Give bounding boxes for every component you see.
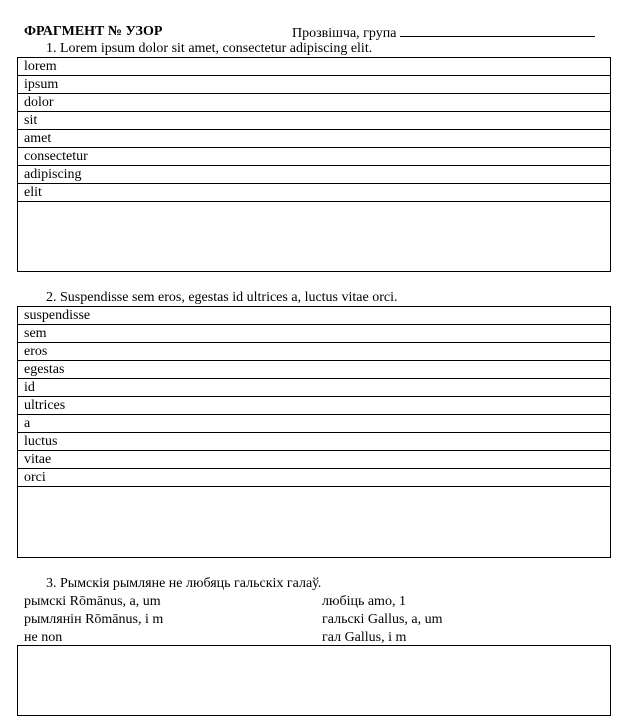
- vocab-list-right: [322, 593, 443, 647]
- table-row: dolor: [18, 94, 610, 112]
- table-row: lorem: [18, 58, 610, 76]
- name-group-field[interactable]: [292, 24, 595, 42]
- table-row: consectetur: [18, 148, 610, 166]
- table-row: eros: [18, 343, 610, 361]
- table-row: amet: [18, 130, 610, 148]
- table-row: orci: [18, 469, 610, 487]
- table-row: egestas: [18, 361, 610, 379]
- table-row: elit: [18, 184, 610, 202]
- task-3-answer-area[interactable]: [17, 645, 611, 716]
- table-row: id: [18, 379, 610, 397]
- task-2-table: [17, 306, 611, 558]
- task-1-prompt: 1. Lorem ipsum dolor sit amet, consectetur adipiscing elit.: [46, 41, 373, 56]
- table-row: a: [18, 415, 610, 433]
- vocab-item: гальскі Gallus, a, um: [322, 612, 443, 627]
- name-group-blank[interactable]: [400, 24, 595, 37]
- vocab-item: гал Gallus, i m: [322, 630, 407, 645]
- vocab-item: не non: [24, 630, 63, 645]
- vocab-item: любіць amo, 1: [322, 594, 406, 609]
- vocab-item: рымлянін Rōmānus, i m: [24, 612, 164, 627]
- task-2-prompt: 2. Suspendisse sem eros, egestas id ultrices a, luctus vitae orci.: [46, 290, 398, 305]
- worksheet-title: ФРАГМЕНТ № УЗОР: [24, 24, 163, 39]
- task-1-table: [17, 57, 611, 272]
- table-row: ultrices: [18, 397, 610, 415]
- task-3-prompt: 3. Рымскія рымляне не любяць гальскіх галаў.: [46, 576, 322, 591]
- table-row: suspendisse: [18, 307, 610, 325]
- table-row: ipsum: [18, 76, 610, 94]
- table-row: sit: [18, 112, 610, 130]
- table-row: adipiscing: [18, 166, 610, 184]
- vocab-list-left: [24, 593, 163, 647]
- table-row: luctus: [18, 433, 610, 451]
- table-row: vitae: [18, 451, 610, 469]
- name-group-label: Прозвішча, група: [292, 26, 397, 41]
- table-row: sem: [18, 325, 610, 343]
- vocab-item: рымскі Rōmānus, a, um: [24, 594, 161, 609]
